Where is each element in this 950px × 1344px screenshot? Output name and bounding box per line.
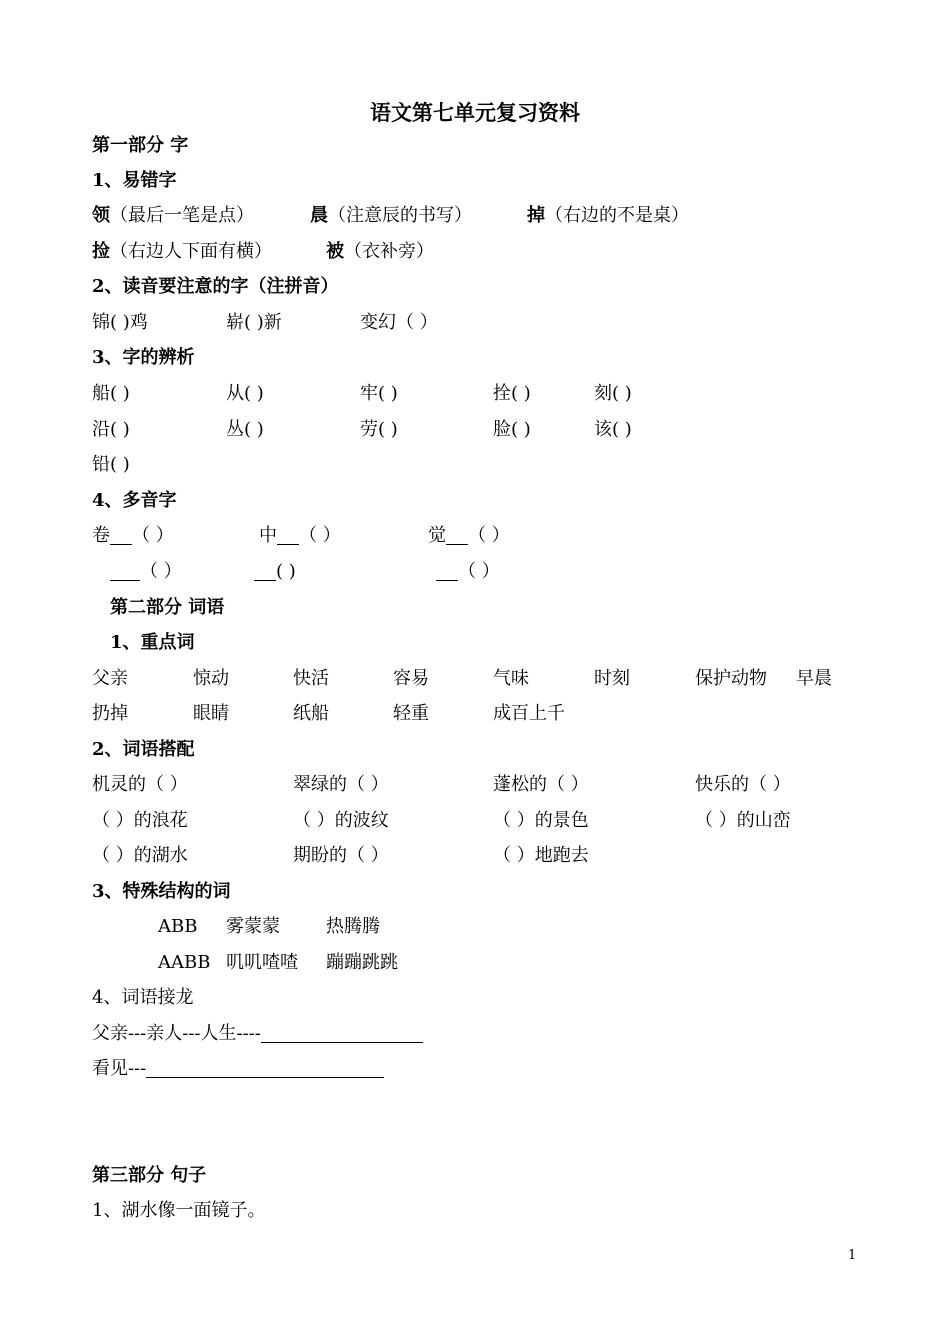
word-chain-line-1: 父亲---亲人---人生---- bbox=[92, 1022, 423, 1046]
collocation-row-2: （ ）的浪花 （ ）的波纹 （ ）的景色 （ ）的山峦 bbox=[92, 810, 791, 831]
part2-s1-heading: 1、重点词 bbox=[110, 632, 195, 653]
blank-line[interactable] bbox=[277, 524, 299, 545]
part1-s1-heading: 1、易错字 bbox=[92, 170, 177, 191]
distinguish-row-1: 船( ) 从( ) 牢( ) 拴( ) 刻( ) bbox=[92, 383, 632, 404]
part1-s3-heading: 3、字的辨析 bbox=[92, 347, 195, 368]
blank-line[interactable] bbox=[446, 524, 468, 545]
part1-s4-heading: 4、多音字 bbox=[92, 490, 177, 511]
document-title: 语文第七单元复习资料 bbox=[370, 100, 580, 125]
blank-line[interactable] bbox=[261, 1022, 423, 1043]
key-words-row-1: 父亲 惊动 快活 容易 气味 时刻 保护动物 早晨 bbox=[92, 668, 832, 689]
distinguish-row-3: 铅( ) bbox=[92, 454, 130, 475]
part1-heading: 第一部分 字 bbox=[92, 135, 189, 156]
blank-line[interactable] bbox=[110, 560, 140, 581]
key-words-row-2: 扔掉 眼睛 纸船 轻重 成百上千 bbox=[92, 703, 565, 724]
part1-s2-heading: 2、读音要注意的字（注拼音） bbox=[92, 276, 339, 297]
pinyin-row: 锦( )鸡 崭( )新 变幻（ ） bbox=[92, 312, 438, 333]
polyphone-row-2: （ ） ( ) （ ） bbox=[92, 560, 892, 584]
collocation-row-1: 机灵的（ ） 翠绿的（ ） 蓬松的（ ） 快乐的（ ） bbox=[92, 774, 791, 795]
polyphone-row-1: 卷 （ ） 中 （ ） 觉 （ ） bbox=[92, 525, 510, 546]
part2-s2-heading: 2、词语搭配 bbox=[92, 739, 195, 760]
part2-s4-heading: 4、词语接龙 bbox=[92, 987, 194, 1008]
part2-heading: 第二部分 词语 bbox=[110, 597, 225, 618]
page-number: 1 bbox=[848, 1248, 857, 1263]
error-prone-row-2: 捡（右边人下面有横） 被（衣补旁） bbox=[92, 241, 434, 262]
sentence-1: 1、湖水像一面镜子。 bbox=[92, 1200, 266, 1221]
blank-line[interactable] bbox=[436, 560, 458, 581]
error-prone-row-1: 领（最后一笔是点） 晨（注意辰的书写） 掉（右边的不是桌） bbox=[92, 205, 689, 226]
collocation-row-3: （ ）的湖水 期盼的（ ） （ ）地跑去 bbox=[92, 845, 589, 866]
structure-row-aabb: AABB 叽叽喳喳 蹦蹦跳跳 bbox=[158, 952, 398, 973]
blank-line[interactable] bbox=[110, 524, 132, 545]
part2-s3-heading: 3、特殊结构的词 bbox=[92, 881, 231, 902]
part3-heading: 第三部分 句子 bbox=[92, 1165, 207, 1186]
blank-line[interactable] bbox=[146, 1057, 384, 1078]
distinguish-row-2: 沿( ) 丛( ) 劳( ) 脸( ) 该( ) bbox=[92, 419, 632, 440]
blank-line[interactable] bbox=[254, 560, 276, 581]
word-chain-line-2: 看见--- bbox=[92, 1057, 384, 1081]
structure-row-abb: ABB 雾蒙蒙 热腾腾 bbox=[158, 916, 380, 937]
